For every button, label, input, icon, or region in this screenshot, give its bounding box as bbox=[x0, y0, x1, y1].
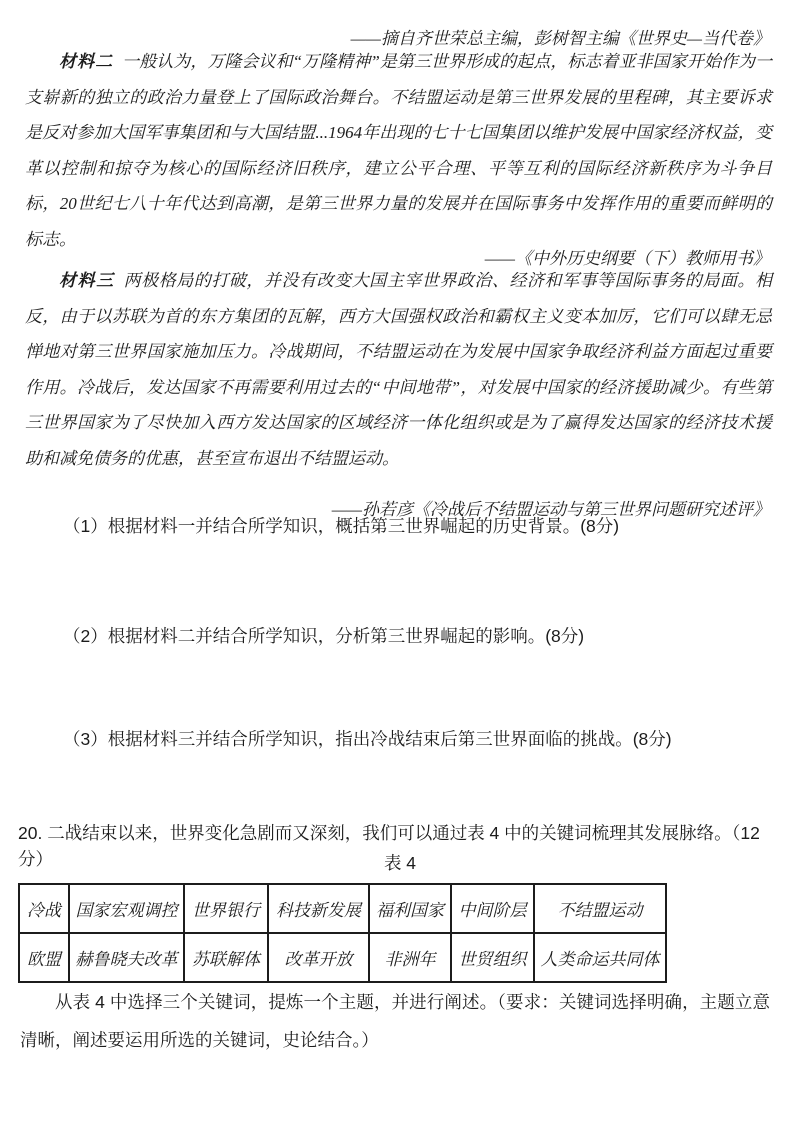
material3-paragraph bbox=[25, 263, 772, 476]
table-cell: 人类命运共同体 bbox=[534, 933, 666, 982]
table-cell: 冷战 bbox=[19, 884, 69, 933]
table-cell: 科技新发展 bbox=[268, 884, 369, 933]
table-cell: 苏联解体 bbox=[184, 933, 268, 982]
table-cell: 福利国家 bbox=[369, 884, 451, 933]
table-row bbox=[19, 933, 666, 982]
table-cell: 赫鲁晓夫改革 bbox=[69, 933, 184, 982]
material2-paragraph bbox=[25, 44, 772, 257]
material3-attribution: ——孙若彦《冷战后不结盟运动与第三世界问题研究述评》 bbox=[331, 500, 770, 519]
table-4-title: 表 4 bbox=[383, 853, 417, 873]
question-20-stem: 20. 二战结束以来，世界变化急剧而又深刻，我们可以通过表 4 中的关键词梳理其发展脉络。（12 分） bbox=[18, 823, 760, 869]
material3-text: 两极格局的打破，并没有改变大国主宰世界政治、经济和军事等国际事务的局面。相反，由于以苏联为首的东方集团的瓦解，西方大国强权政治和霸权主义变本加厉，它们可以肆无忌惮地对第三世界国家施加压力。冷战期间，不结盟运动在为发展中国家争取经济利益方面起过重要作用。冷战后，发达国家不再需要利用过去的“中间地带”，对发展中国家的经济援助减少。有些第三世界国家为了尽快加入西方发达国家的区域经济一体化组织或是为了赢得发达国家的经济技术援助和减免债务的优惠，甚至宣布退出不结盟运动。 bbox=[25, 271, 773, 468]
material2-attribution: ——《中外历史纲要（下）教师用书》 bbox=[484, 249, 770, 268]
question-2: （2）根据材料二并结合所学知识，分析第三世界崛起的影响。(8分) bbox=[63, 626, 585, 646]
material3-label: 材料三 bbox=[59, 271, 115, 290]
question-20-instruction: 从表 4 中选择三个关键词，提炼一个主题，并进行阐述。（要求：关键词选择明确，主题立意清晰，阐述要运用所选的关键词，史论结合。） bbox=[20, 992, 770, 1050]
table-cell: 世界银行 bbox=[184, 884, 268, 933]
question-3: （3）根据材料三并结合所学知识，指出冷战结束后第三世界面临的挑战。(8分) bbox=[63, 729, 672, 749]
question-1: （1）根据材料一并结合所学知识，概括第三世界崛起的历史背景。(8分) bbox=[63, 516, 620, 536]
table-row bbox=[19, 884, 666, 933]
keyword-table bbox=[18, 883, 667, 983]
table-cell: 不结盟运动 bbox=[534, 884, 666, 933]
table-cell: 改革开放 bbox=[268, 933, 369, 982]
table-cell: 世贸组织 bbox=[451, 933, 534, 982]
table-cell: 非洲年 bbox=[369, 933, 451, 982]
material2-text: 一般认为，万隆会议和“万隆精神”是第三世界形成的起点，标志着亚非国家开始作为一支崭新的独立的政治力量登上了国际政治舞台。不结盟运动是第三世界发展的里程碑，其主要诉求是反对参加大国军事集团和与大国结盟...1964年出现的七十七国集团以维护发展中国家经济权益，变革以控制和掠夺为核心的国际经济旧秩序，建立公平合理、平等互利的国际经济新秩序为斗争目标，20世纪七八十年代达到高潮，是第三世界力量的发展并在国际事务中发挥作用的重要而鲜明的标志。 bbox=[25, 52, 772, 249]
table-cell: 国家宏观调控 bbox=[69, 884, 184, 933]
table-cell: 中间阶层 bbox=[451, 884, 534, 933]
material1-attribution: ——摘自齐世荣总主编，彭树智主编《世界史—当代卷》 bbox=[350, 29, 770, 48]
table-cell: 欧盟 bbox=[19, 933, 69, 982]
material2-label: 材料二 bbox=[59, 52, 114, 71]
